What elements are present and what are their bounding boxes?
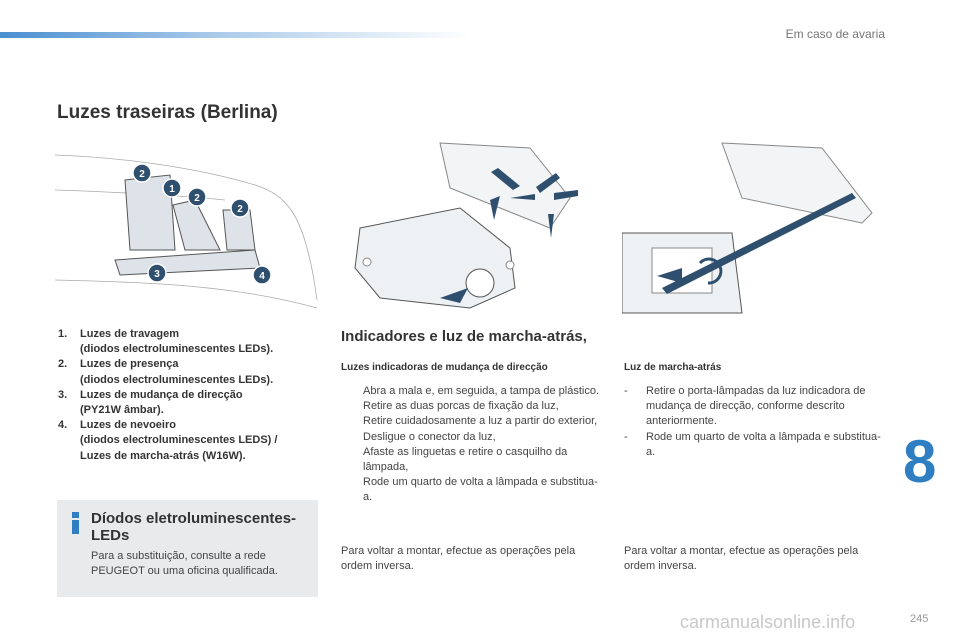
- step-marker-icon: [341, 384, 363, 399]
- callout-2b-label: 2: [194, 193, 200, 204]
- info-title: Díodos eletroluminescentes-LEDs: [91, 510, 297, 544]
- step-text: Rode um quarto de volta a lâmpada e substitua-a.: [646, 430, 881, 458]
- legend-item: [58, 327, 318, 357]
- callout-2c-label: 2: [237, 204, 243, 215]
- step-marker: -: [624, 385, 628, 397]
- step-item: [341, 399, 601, 414]
- callout-4-label: 4: [259, 271, 265, 282]
- step-item: [341, 384, 601, 399]
- step-marker-icon: [341, 414, 363, 429]
- legend-detail: (PY21W âmbar).: [80, 404, 164, 417]
- legend-label: Luzes de travagem: [80, 328, 180, 340]
- legend-detail: (diodos electroluminescentes LEDs).: [80, 343, 274, 356]
- indicator-removal-diagram: [340, 138, 598, 316]
- step-item: [341, 475, 601, 505]
- step-text: Retire cuidadosamente a luz a partir do exterior,: [363, 415, 598, 428]
- legend-detail: Luzes de marcha-atrás (W16W).: [80, 449, 246, 462]
- legend-item: [58, 418, 318, 464]
- legend-detail: (diodos electroluminescentes LEDs).: [80, 373, 274, 386]
- chapter-number: 8: [903, 428, 937, 495]
- step-item: [624, 384, 889, 430]
- step-marker-icon: [341, 399, 363, 414]
- page-number: 245: [910, 613, 929, 625]
- step-item: [624, 430, 889, 460]
- step-item: [341, 430, 601, 445]
- callout-2a-label: 2: [139, 169, 145, 180]
- step-text: Abra a mala e, em seguida, a tampa de plástico.: [363, 385, 600, 397]
- reverse-light-diagram: [622, 138, 880, 316]
- section-header: Em caso de avaria: [785, 27, 885, 41]
- legend-number: 2.: [58, 358, 68, 371]
- legend-label: Luzes de nevoeiro: [80, 419, 176, 432]
- step-marker-icon: [341, 445, 363, 475]
- step-item: [341, 445, 601, 475]
- step-text: Retire as duas porcas de fixação da luz,: [363, 400, 559, 413]
- step-marker-icon: [341, 430, 363, 445]
- callout-3-label: 3: [154, 269, 160, 280]
- indicator-subtitle: Luzes indicadoras de mudança de direcção: [341, 362, 548, 373]
- step-text: Rode um quarto de volta a lâmpada e substitua-a.: [363, 476, 598, 504]
- legend-number: 1.: [58, 328, 68, 340]
- watermark: carmanualsonline.info: [680, 612, 856, 632]
- legend-number: 3.: [58, 388, 68, 401]
- legend-item: [58, 388, 318, 418]
- info-icon: [69, 512, 81, 534]
- rear-light-diagram: [55, 150, 320, 310]
- page-title: Luzes traseiras (Berlina): [57, 102, 278, 123]
- step-text: Retire o porta-lâmpadas da luz indicadora de mudança de direcção, conforme descrito anteriormente.: [646, 385, 866, 428]
- indicator-steps: [341, 384, 601, 506]
- legend-number: 4.: [58, 419, 68, 432]
- legend-item: [58, 357, 318, 387]
- info-text: Para a substituição, consulte a rede PEUGEOT ou uma oficina qualificada.: [91, 550, 278, 577]
- step-text: Afaste as linguetas e retire o casquilho da lâmpada,: [363, 445, 568, 474]
- indicator-footer: Para voltar a montar, efectue as operações pela ordem inversa.: [341, 545, 576, 573]
- legend-label: Luzes de presença: [80, 358, 179, 371]
- reverse-subtitle: Luz de marcha-atrás: [624, 362, 722, 373]
- reverse-steps: [624, 384, 889, 460]
- header-accent-bar: [0, 32, 470, 38]
- step-text: Desligue o conector da luz,: [363, 430, 496, 443]
- section-title: Indicadores e luz de marcha-atrás,: [341, 328, 587, 345]
- info-box: [57, 500, 318, 597]
- legend-detail: (diodos electroluminescentes LEDS) /: [80, 434, 278, 447]
- reverse-footer: Para voltar a montar, efectue as operações pela ordem inversa.: [624, 545, 859, 573]
- step-item: [341, 414, 601, 429]
- legend-label: Luzes de mudança de direcção: [80, 388, 243, 401]
- legend-list: [58, 327, 318, 464]
- step-marker-icon: [341, 475, 363, 505]
- step-marker: -: [624, 430, 628, 443]
- callout-1-label: 1: [169, 184, 175, 195]
